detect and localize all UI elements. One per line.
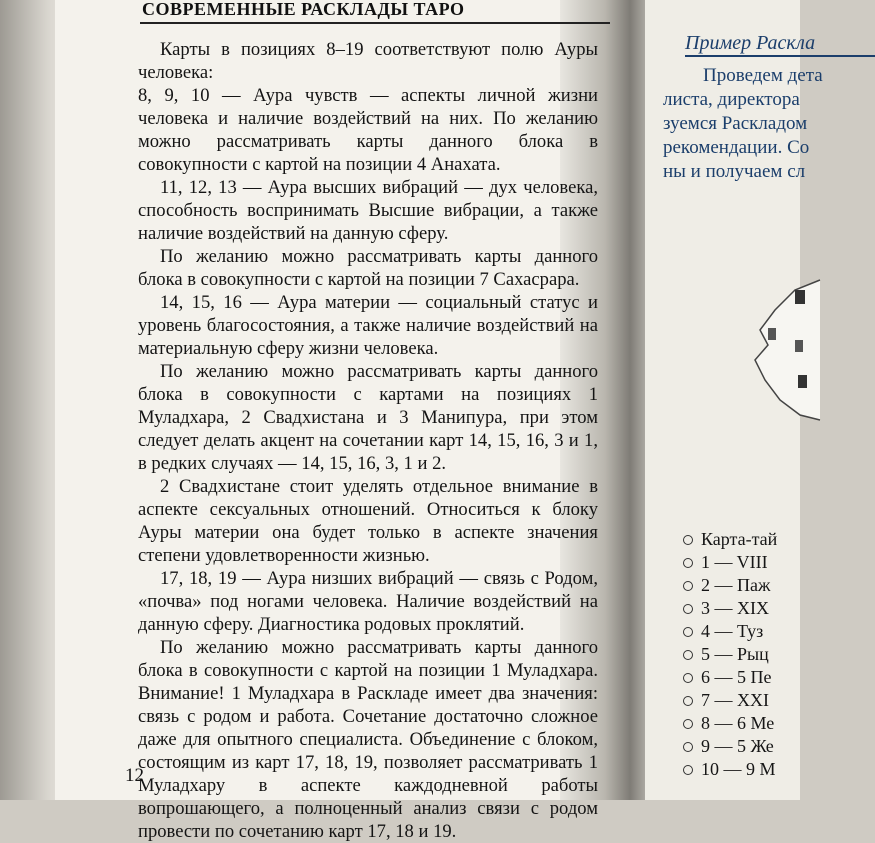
right-page	[645, 0, 823, 800]
list-item: 9 — 5 Же	[683, 735, 777, 758]
paragraph: Карты в позициях 8–19 соответствуют полю Ауры человека:	[138, 39, 598, 83]
right-page-line: листа, директора	[663, 89, 800, 110]
list-item: 10 — 9 М	[683, 758, 777, 781]
bullet-icon	[683, 604, 693, 614]
paragraph: 2 Свадхистане стоит уделять отдельное внимание в аспекте сексуальных отношений. Относиться к блоку Ауры материи она будет только в аспекте значения степени удовлетворенности жизнью.	[138, 476, 598, 566]
paragraph: 8, 9, 10 — Аура чувств — аспекты личной жизни человека и наличие воздействий на них. По желанию можно рассматривать карты данного блока в совокупности с картой на позиции 4 Анахата.	[138, 85, 598, 175]
list-item: 4 — Туз	[683, 620, 777, 643]
paragraph: 14, 15, 16 — Аура материи — социальный статус и уровень благосостояния, а также наличие воздействий на материальную сферу жизни человека.	[138, 292, 598, 359]
paragraph: 17, 18, 19 — Аура низших вибраций — связь с Родом, «почва» под ногами человека. Наличие воздействий на данную сферу. Диагностика родовых проклятий.	[138, 568, 598, 635]
right-page-line: рекомендации. Со	[663, 137, 810, 158]
list-item: 5 — Рыц	[683, 643, 777, 666]
right-page-line: зуемся Раскладом	[663, 113, 808, 134]
right-page-line: ны и получаем сл	[663, 161, 806, 182]
bullet-icon	[683, 742, 693, 752]
paragraph: По желанию можно рассматривать карты данного блока в совокупности с картой на позиции 7 Сахасрара.	[138, 246, 598, 290]
right-page-line: Проведем дета	[703, 65, 823, 86]
bullet-icon	[683, 650, 693, 660]
paragraph: 11, 12, 13 — Аура высших вибраций — дух человека, способность воспринимать Высшие вибрации, а также наличие воздействий на данную сферу.	[138, 177, 598, 244]
header-title: СОВРЕМЕННЫЕ РАСКЛАДЫ ТАРО	[142, 0, 465, 19]
body-text	[138, 38, 598, 843]
bullet-icon	[683, 535, 693, 545]
bullet-icon	[683, 581, 693, 591]
right-page-text	[663, 64, 823, 184]
bullet-icon	[683, 719, 693, 729]
bullet-icon	[683, 558, 693, 568]
list-item: 7 — XXI	[683, 689, 777, 712]
bullet-icon	[683, 627, 693, 637]
page-number: 12	[125, 765, 144, 786]
bullet-icon	[683, 765, 693, 775]
paragraph: По желанию можно рассматривать карты данного блока в совокупности с картой на позиции 1 Муладхара. Внимание! 1 Муладхара в Раскладе имеет два значения: связь с родом и работа. Сочетание достаточно сложное даже для опытного специалиста. Объединение с блоком, состоящим из карт 17, 18, 19, позволяет рассматривать 1 Муладхару в аспекте каждодневной работы вопрошающего, а полноценный анализ связи с родом провести по сочетанию карт 17, 18 и 19.	[138, 637, 598, 842]
running-header	[140, 0, 610, 24]
spread-diagram	[740, 270, 820, 430]
list-item: 3 — XIX	[683, 597, 777, 620]
list-item: 6 — 5 Пе	[683, 666, 777, 689]
paragraph: По желанию можно рассматривать карты данного блока в совокупности с картами на позициях 1 Муладхара, 2 Свадхистана и 3 Манипура, при этом следует делать акцент на сочетании карт 14, 15, 16, 3 и 1, в редких случаях — 14, 15, 16, 3, 1 и 2.	[138, 361, 598, 474]
bullet-icon	[683, 696, 693, 706]
list-item: 8 — 6 Ме	[683, 712, 777, 735]
list-item: 1 — VIII	[683, 551, 777, 574]
list-item: Карта-тай	[683, 528, 777, 551]
right-page-title: Пример Раскла	[685, 32, 875, 57]
list-item: 2 — Паж	[683, 574, 777, 597]
card-list	[683, 528, 777, 781]
bullet-icon	[683, 673, 693, 683]
